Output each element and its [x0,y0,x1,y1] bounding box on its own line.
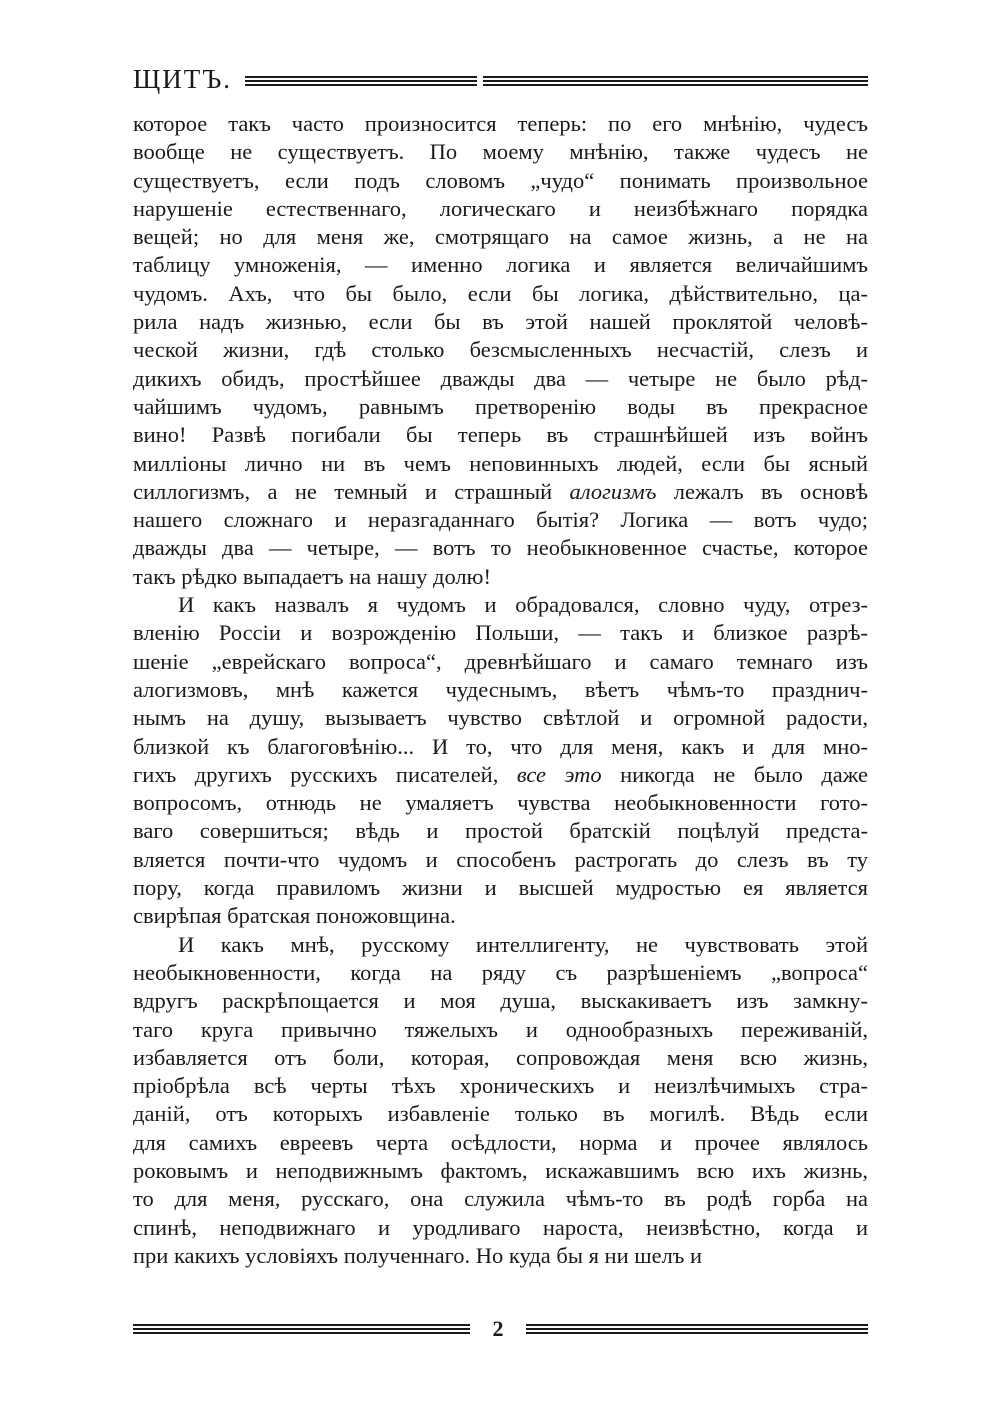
text-line [133,110,868,138]
text-segment: свирѣпая братская поножовщина. [133,903,456,929]
text-segment: И какъ мнѣ, русскому интеллигенту, не чувствовать этой [178,931,868,957]
text-segment: пріобрѣла всѣ черты тѣхъ хроническихъ и неизлѣчимыхъ стра- [133,1073,868,1099]
page-footer [133,1316,868,1342]
text-line [133,251,868,279]
text-segment: нымъ на душу, вызываетъ чувство свѣтлой и огромной радости, [133,705,868,731]
text-line [133,987,868,1015]
paragraph [133,110,868,591]
text-line [133,817,868,845]
text-line [133,1242,868,1270]
text-segment: для самихъ евреевъ черта осѣдлости, норма и прочее являлось [133,1129,868,1155]
text-line [133,450,868,478]
text-line [133,563,868,591]
footer-rule-left [133,1324,470,1336]
text-line [133,704,868,732]
text-line [133,619,868,647]
article-body [133,110,868,1270]
text-segment: существуетъ, если подъ словомъ „чудо“ понимать произвольное [133,167,868,193]
text-segment: чудомъ. Ахъ, что бы было, если бы логика, дѣйствительно, ца- [133,280,868,306]
text-line [133,931,868,959]
text-segment: роковымъ и неподвижнымъ фактомъ, искажавшимъ всю ихъ жизнь, [133,1157,868,1183]
text-line [133,336,868,364]
text-segment: вопросомъ, отнюдь не умаляетъ чувства необыкновенности гото- [133,790,868,816]
text-line [133,1185,868,1213]
text-segment: нашего сложнаго и неразгаданнаго бытія? Логика — вотъ чудо; [133,507,868,533]
text-segment: гихъ другихъ русскихъ писателей, [133,761,517,787]
paragraph [133,931,868,1271]
text-line [133,421,868,449]
text-segment: которое такъ часто произносится теперь: по его мнѣнію, чудесъ [133,111,868,136]
text-line [133,1016,868,1044]
italic-text: все это [516,761,602,787]
text-line [133,308,868,336]
text-segment: вляется почти-что чудомъ и способенъ растрогать до слезъ въ ту [133,846,868,872]
text-segment: рила надъ жизнью, если бы въ этой нашей проклятой человѣ- [133,309,868,335]
paragraph [133,591,868,931]
text-segment: вино! Развѣ погибали бы теперь въ страшнѣйшей изъ войнъ [133,422,868,448]
text-segment: ваго совершиться; вѣдь и простой братскій поцѣлуй предста- [133,818,868,844]
text-line [133,761,868,789]
text-line [133,534,868,562]
text-segment: вообще не существуетъ. По моему мнѣнію, также чудесъ не [133,139,868,165]
text-line [133,1100,868,1128]
text-segment: пору, когда правиломъ жизни и высшей мудростью ея является [133,875,868,901]
text-line [133,1129,868,1157]
journal-title: ЩИТЪ. [133,64,233,94]
text-line [133,789,868,817]
text-line [133,1072,868,1100]
text-segment: даній, отъ которыхъ избавленіе только въ могилѣ. Вѣдь если [133,1101,868,1127]
text-line [133,902,868,930]
text-segment: алогизмовъ, мнѣ кажется чудеснымъ, вѣетъ чѣмъ-то празднич- [133,676,868,702]
text-segment: вленію Россіи и возрожденію Польши, — такъ и близкое разрѣ- [133,620,868,646]
text-segment: чайшимъ чудомъ, равнымъ претворенію воды въ прекрасное [133,393,868,419]
text-line [133,959,868,987]
running-header [133,62,868,98]
text-segment: необыкновенности, когда на ряду съ разрѣшеніемъ „вопроса“ [133,959,868,985]
text-segment: таблицу умноженія, — именно логика и является величайшимъ [133,252,868,278]
text-line [133,223,868,251]
header-rule [245,76,868,88]
text-line [133,676,868,704]
text-segment: дважды два — четыре, — вотъ то необыкновенное счастье, которое [133,535,868,561]
text-line [133,648,868,676]
text-segment: близкой къ благоговѣнію... И то, что для меня, какъ и для мно- [133,733,868,759]
text-line [133,1044,868,1072]
text-line [133,846,868,874]
footer-rule-right [526,1324,868,1336]
text-segment: дикихъ обидъ, простѣйшее дважды два — четыре не было рѣд- [133,365,868,391]
text-line [133,365,868,393]
text-line [133,1157,868,1185]
text-segment: то для меня, русскаго, она служила чѣмъ-то въ родѣ горба на [133,1186,868,1212]
text-segment: никогда не было даже [601,761,868,787]
text-segment: таго круга привычно тяжелыхъ и однообразныхъ переживаній, [133,1016,868,1042]
text-segment: силлогизмъ, а не темный и страшный [133,478,570,504]
text-segment: ческой жизни, гдѣ столько безсмысленныхъ несчастій, слезъ и [133,337,868,363]
text-line [133,195,868,223]
text-segment: спинѣ, неподвижнаго и уродливаго нароста, неизвѣстно, когда и [133,1214,868,1240]
text-line [133,167,868,195]
text-segment: вдругъ раскрѣпощается и моя душа, выскакиваетъ изъ замкну- [133,988,868,1014]
text-line [133,591,868,619]
text-line [133,280,868,308]
text-segment: такъ рѣдко выпадаетъ на нашу долю! [133,563,491,589]
text-line [133,733,868,761]
text-segment: милліоны лично ни въ чемъ неповинныхъ людей, если бы ясный [133,450,868,476]
text-line [133,1214,868,1242]
text-segment: вещей; но для меня же, смотрящаго на самое жизнь, а не на [133,224,868,250]
text-line [133,138,868,166]
text-line [133,874,868,902]
text-segment: нарушеніе естественнаго, логическаго и неизбѣжнаго порядка [133,195,868,221]
text-line [133,478,868,506]
text-segment: лежалъ въ основѣ [656,478,868,504]
text-segment: шеніе „еврейскаго вопроса“, древнѣйшаго и самаго темнаго изъ [133,648,868,674]
text-line [133,506,868,534]
italic-text: алогизмъ [569,478,657,504]
page-number: 2 [492,1316,504,1341]
text-segment: при какихъ условіяхъ полученнаго. Но куда бы я ни шелъ и [133,1242,703,1268]
text-segment: избавляется отъ боли, которая, сопровождая меня всю жизнь, [133,1044,868,1070]
text-line [133,393,868,421]
text-segment: И какъ назвалъ я чудомъ и обрадовался, словно чуду, отрез- [178,592,868,618]
